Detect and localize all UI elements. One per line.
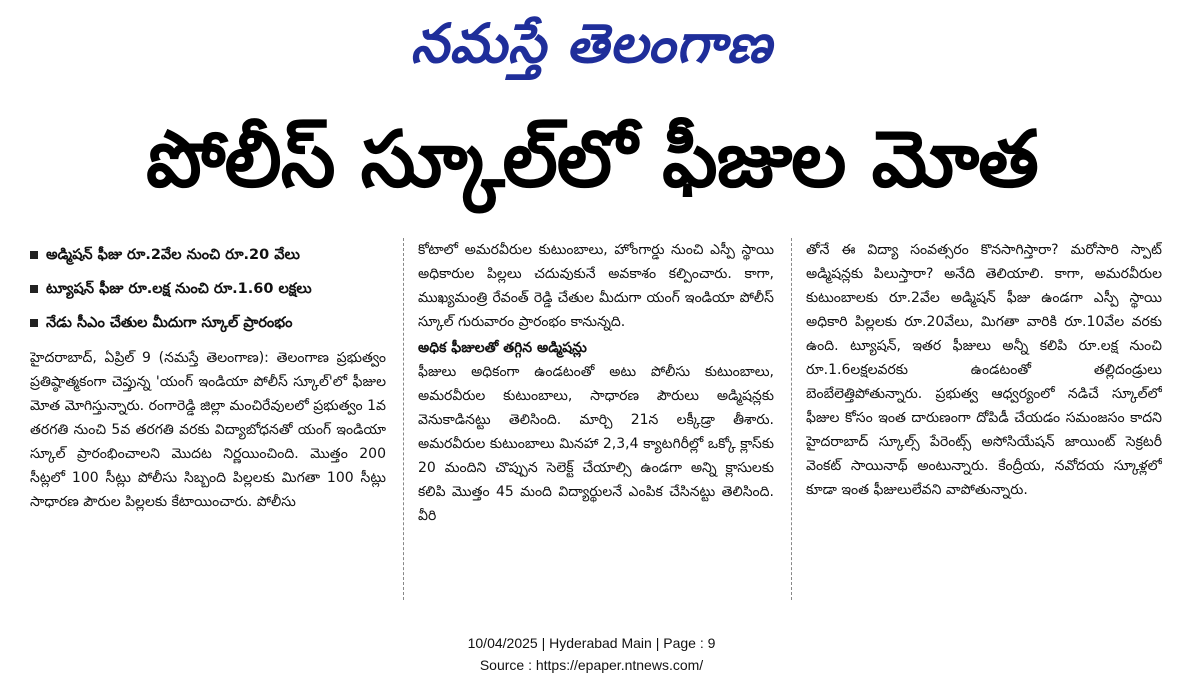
article-column-2	[418, 238, 774, 608]
highlight-text: అడ్మిషన్ ఫీజు రూ.2వేల నుంచి రూ.20 వేలు	[46, 247, 300, 263]
highlight-list	[30, 238, 386, 340]
column-divider-1	[403, 238, 404, 600]
headline-text: పోలీస్ స్కూల్‌లో ఫీజుల మోత	[146, 115, 1038, 205]
article-subheading: అధిక ఫీజులతో తగ్గిన అడ్మిషన్లు	[418, 340, 587, 356]
highlight-item	[30, 238, 386, 272]
bullet-square-icon	[30, 251, 38, 259]
bullet-square-icon	[30, 319, 38, 327]
highlight-text: నేడు సీఎం చేతుల మీదుగా స్కూల్ ప్రారంభం	[46, 315, 293, 331]
edition-info: 10/04/2025 | Hyderabad Main | Page : 9	[467, 635, 716, 651]
column-divider-2	[791, 238, 792, 600]
highlight-text: ట్యూషన్ ఫీజు రూ.లక్ష నుంచి రూ.1.60 లక్షలు	[46, 281, 312, 297]
article-paragraph: కోటాలో అమరవీరుల కుటుంబాలు, హోంగార్డు నుంచి ఎస్పీ స్థాయి అధికారుల పిల్లలు చదువుకునే అవకాశం కల్పించారు. కాగా, ముఖ్యమంత్రి రేవంత్ రెడ్డి చేతుల మీదుగా యంగ్ ఇండియా పోలీస్ స్కూల్ గురువారం ప్రారంభం కానున్నది.	[418, 242, 774, 330]
page-footer	[0, 632, 1183, 676]
highlight-item	[30, 272, 386, 306]
article-paragraph: హైదరాబాద్, ఏప్రిల్ 9 (నమస్తే తెలంగాణ): తెలంగాణ ప్రభుత్వం ప్రతిష్ఠాత్మకంగా చెప్తున్న 'యంగ్ ఇండియా పోలీస్ స్కూల్'లో ఫీజుల మోత మోగిస్తున్నారు. రంగారెడ్డి జిల్లా మంచిరేవులలో ప్రభుత్వం 1వ తరగతి నుంచి 5వ తరగతి వరకు విద్యాబోధనతో యంగ్ ఇండియా స్కూల్ ప్రారంభించాలని మొదట నిర్ణయించింది. మొత్తం 200 సీట్లలో 100 సీట్లు పోలీసు సిబ్బంది పిల్లలకు మిగతా 100 సీట్లు సాధారణ పౌరుల పిల్లలకు కేటాయించారు. పోలీసు	[30, 350, 386, 510]
article-column-1	[30, 238, 386, 608]
article-paragraph: తోనే ఈ విద్యా సంవత్సరం కొనసాగిస్తారా? మరోసారి స్పాట్ అడ్మిషన్లకు పిలుస్తారా? అనేది తెలియాలి. కాగా, అమరవీరుల కుటుంబాలకు రూ.2వేల అడ్మిషన్ ఫీజు ఉండగా ఎస్పీ స్థాయి అధికారి పిల్లలకు రూ.20వేలు, మిగతా వారికి రూ.10వేల వరకు ఉంది. ట్యూషన్, ఇతర ఫీజులు అన్నీ కలిపి రూ.లక్ష నుంచి రూ.1.6లక్షలవరకు ఉండటంతో తల్లిదండ్రులు బెంబేలెత్తిపోతున్నారు. ప్రభుత్వ ఆధ్వర్యంలో నడిచే స్కూల్‌లో ఫీజుల కోసం ఇంత దారుణంగా దోపిడీ చేయడం సమంజసం కాదని హైదరాబాద్ స్కూల్స్ పేరెంట్స్ అసోసియేషన్ జాయింట్ సెక్రటరీ వెంకట్ సాయినాథ్ అంటున్నారు. కేంద్రీయ, నవోదయ స్కూళ్లలో కూడా ఇంత ఫీజులులేవని వాపోతున్నారు.	[806, 242, 1162, 498]
article-headline	[22, 100, 1162, 220]
article-paragraph: ఫీజులు అధికంగా ఉండటంతో అటు పోలీసు కుటుంబాలు, అమరవీరుల కుటుంబాలు, సాధారణ పౌరులు అడ్మిషన్లకు వెనుకాడినట్టు తెలిసింది. మార్చి 21న లక్కీడ్రా తీశారు. అమరవీరుల కుటుంబాలు మినహా 2,3,4 క్యాటగిరీల్లో ఒక్కో క్లాస్‌కు 20 మందిని చొప్పున సెలెక్ట్ చేయాల్సి ఉండగా అన్ని క్లాసులకు కలిపి మొత్తం 45 మంది విద్యార్థులనే ఎంపిక చేసినట్టు తెలిసింది. వీరి	[418, 364, 774, 524]
masthead-title: నమస్తే తెలంగాణ	[410, 12, 773, 75]
highlight-item	[30, 306, 386, 340]
article-column-3	[806, 238, 1162, 608]
source-link[interactable]: Source : https://epaper.ntnews.com/	[479, 657, 704, 673]
bullet-square-icon	[30, 285, 38, 293]
newspaper-masthead	[0, 4, 1183, 84]
